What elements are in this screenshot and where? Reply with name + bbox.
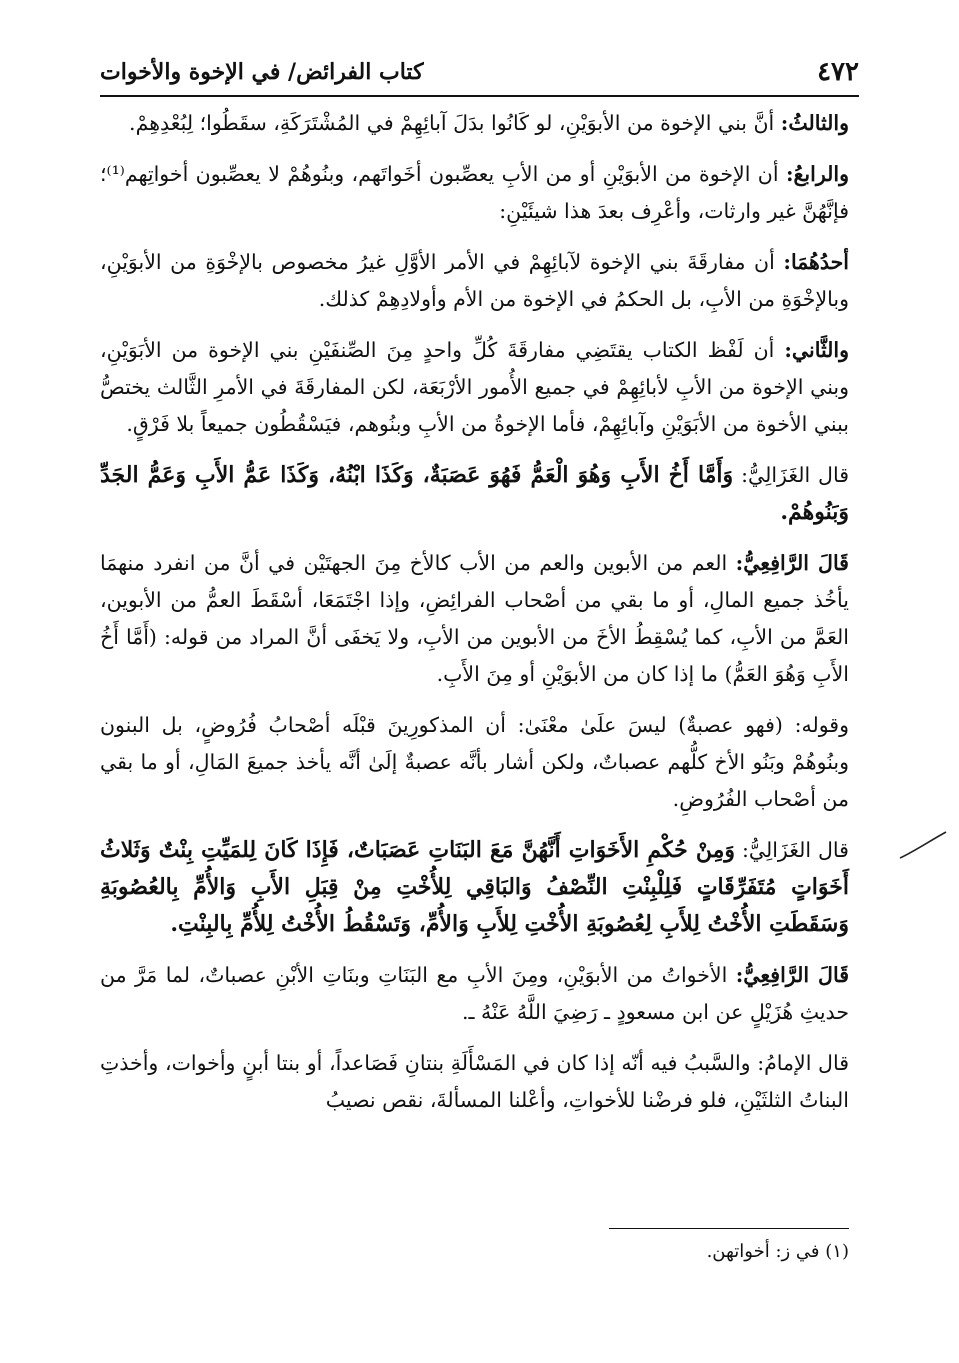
paragraph	[100, 832, 849, 943]
page-number: ٤٧٢	[817, 57, 859, 87]
header-rule	[100, 95, 859, 97]
paragraph-lead: قال الغَزَالِيُّ:	[741, 463, 849, 487]
paragraph	[100, 156, 849, 230]
paragraph-lead: قَالَ الرَّافِعِيُّ:	[735, 963, 849, 987]
paragraph-lead: قَالَ الرَّافِعِيُّ:	[735, 551, 849, 575]
running-head	[100, 52, 859, 92]
paragraph	[100, 957, 849, 1031]
paragraph-lead: والثالثُ:	[780, 111, 849, 135]
paragraph	[100, 105, 849, 142]
paragraph-text: قال الإمامُ: والسَّببُ فيه أنّه إذا كان في المَسْأَلَةِ بنتانِ فَصَاعداً، أو بنتا أبنٍ وأخوات، وأخذتِ البناتُ الثلثَيْنِ، فلو فرضْنا للأخواتِ، وأعْلنا المسألةَ، نقص نصيبُ	[100, 1051, 849, 1112]
paragraph-text: أنَّ بني الإخوة من الأبوَيْنِ، لو كَانُوا بدَلَ آبائِهِمْ في المُشْتَرَكَةِ، سقَطُوا؛ لِبُعْدِهِمْ.	[129, 111, 775, 135]
footnote	[707, 1238, 849, 1266]
paragraph	[100, 332, 849, 443]
paragraph	[100, 457, 849, 531]
footnote-marker: (١)	[825, 1241, 849, 1262]
margin-pen-mark	[898, 830, 948, 860]
paragraph	[100, 707, 849, 818]
paragraph-text: وقوله: (فهو عصبةٌ) ليسَ علَىٰ معْنَىٰ: أن المذكورِينَ قبْلَه أصْحابُ فُرُوضٍ، بل البنون وبنُوهُمْ وبَنُو الأخ كلُّهم عصباتٌ، ولكن أشار بأنَّه عصبةٌ إلَىٰ أنَّه يأخذ جميعَ المَالِ، أو ما بقي من أصْحاب الفُرُوضِ.	[100, 713, 849, 811]
quoted-text: وَأَمَّا أَخُ الأَبِ وَهُوَ الْعَمُّ فَهُوَ عَصَبَةٌ، وَكَذَا ابْنُهُ، وَكَذَا عَمُّ الأَبِ وَعَمُّ الجَدِّ وَبَنُوهُمْ.	[100, 462, 849, 525]
paragraph-text: العم من الأبوين والعم من الأب كالأخ مِنَ الجهتَيْن في أنَّ من انفرد منهمَا يأخُذ جميع المالِ، أو ما بقي من أصْحاب الفرائِضِ، وإذا اجْتَمَعَا، أسْقَطَ العمُّ من الأبوين، العَمَّ من الأبِ، كما يُسْقِطُ الأخَ من الأبوين من الأبِ، ولا يَخفَى أنَّ المراد من قوله: (أَمَّا أَخُ الأَبِ وَهُوَ العَمُّ) ما إذا كان من الأبوَيْنِ أو مِنَ الأَبِ.	[100, 551, 849, 686]
paragraph-text: الأخواتُ من الأبوَيْنِ، ومِنَ الأبِ مع البَنَاتِ وبنَاتِ الأبْنِ عصباتٌ، لما مَرَّ من حديثِ هُزَيْلٍ عن ابن مسعودٍ ـ رَضِيَ اللَّهُ عَنْهُ ـ.	[100, 963, 849, 1024]
paragraph	[100, 1045, 849, 1119]
paragraph-text: أن مفارقَةَ بني الإخوة لآبائِهِمْ في الأمر الأوَّلِ غيرُ مخصوص بالإخْوَةِ من الأبوَيْنِ، وبالإخْوَةِ من الأبِ، بل الحكمُ في الإخوة من الأم وأولادِهِمْ كذلك.	[100, 250, 849, 311]
footnote-rule	[609, 1228, 849, 1229]
paragraph-text: أن لَفْظ الكتاب يقتَضِي مفارقَةَ كُلِّ واحدٍ مِنَ الصِّنفَيْنِ بني الإخوة من الأبَوَيْنِ، وبني الإخوة من الأبِ لأبائِهِمْ في جميع الأُمور الأرْبَعَة، لكن المفارقَةَ في الأمرِ الثَّالث يختصُّ ببني الأخوة من الأبَوَيْنِ وآبائِهِمْ، فأما الإخوةُ من الأبِ وبنُوهم، فيَسْقُطُون جميعاً بلا فَرْقٍ.	[100, 338, 849, 436]
footnote-text: في ز: أخواتهن.	[706, 1241, 820, 1262]
paragraph	[100, 545, 849, 693]
paragraph-lead: والثَّاني:	[784, 338, 849, 362]
paragraph-lead: قال الغَزَالِيُّ:	[741, 838, 849, 862]
chapter-title: كتاب الفرائض/ في الإخوة والأخوات	[100, 59, 424, 85]
paragraph	[100, 244, 849, 318]
body-text	[100, 105, 849, 1133]
paragraph-lead: والرابعُ:	[785, 162, 849, 186]
paragraph-text: أن الإخوة من الأبوَيْنِ أو من الأبِ يعصِّبون أخَواتَهم، وبنُوهُمْ لا يعصِّبون أخواتِهم⁽¹⁾؛ فإنَّهُنَّ غير وارثات، وأعْرِف بعدَ هذا شيئَيْنِ:	[100, 162, 849, 223]
quoted-text: وَمِنْ حُكْمِ الأَخَوَاتِ أَنَّهُنَّ مَعَ البَنَاتِ عَصَبَاتٌ، فَإِذَا كَانَ لِلمَيِّتِ بِنْتٌ وَثَلاثُ أَخَوَاتٍ مُتَفَرِّقَاتٍ فَلِلْبِنْتِ النِّصْفُ وَالبَاقِي لِلأُخْتِ مِنْ قِبَلِ الأَبِ وَالأُمِّ بِالعُصُوبَةِ وَسَقَطَتِ الأُخْتُ لِلأَبِ لِعُصُوبَةِ الأُخْتِ لِلأَبِ وَالأُمِّ، وَتَسْقُطُ الأُخْتُ لِلأُمِّ بِالبِنْتِ.	[100, 837, 849, 937]
paragraph-lead: أحدُهُمَا:	[783, 250, 849, 274]
